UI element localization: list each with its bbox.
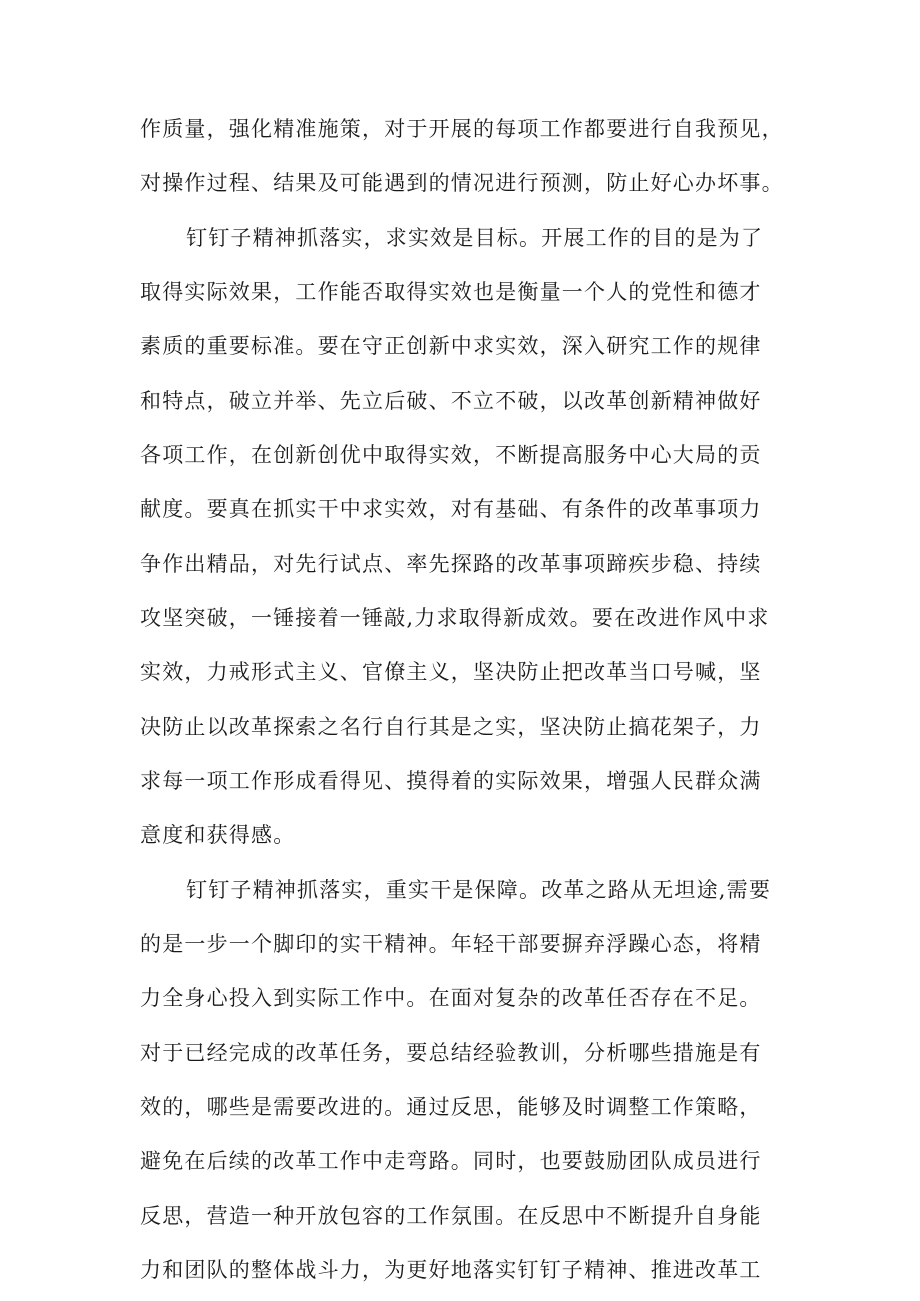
text-line: 对操作过程、结果及可能遇到的情况进行预测，防止好心办坏事。 [140, 171, 784, 195]
text-line: 力全身心投入到实际工作中。在面对复杂的改革任否存在不足。 [140, 986, 762, 1010]
text-line: 实效，力戒形式主义、官僚主义，坚决防止把改革当口号喊，坚 [140, 660, 762, 684]
text-line: 意度和获得感。 [140, 823, 296, 847]
text-line: 对于已经完成的改革任务，要总结经验教训，分析哪些措施是有 [140, 1041, 762, 1065]
text-line: 献度。要真在抓实干中求实效，对有基础、有条件的改革事项力 [140, 497, 762, 521]
text-line: 各项工作，在创新创优中取得实效，不断提高服务中心大局的贡 [140, 443, 762, 467]
text-line: 攻坚突破，一锤接着一锤敲,力求取得新成效。要在改进作风中求 [140, 606, 770, 630]
text-line: 的是一步一个脚印的实干精神。年轻干部要摒弃浮躁心态，将精 [140, 932, 762, 956]
text-line: 效的，哪些是需要改进的。通过反思，能够及时调整工作策略， [140, 1095, 762, 1119]
text-line: 取得实际效果，工作能否取得实效也是衡量一个人的党性和德才 [140, 280, 762, 304]
paragraph-first-line: 钉钉子精神抓落实，求实效是目标。开展工作的目的是为了 [186, 226, 764, 250]
text-line: 力和团队的整体战斗力，为更好地落实钉钉子精神、推进改革工 [140, 1258, 762, 1282]
paragraph-first-line: 钉钉子精神抓落实，重实干是保障。改革之路从无坦途,需要 [186, 878, 772, 902]
text-line: 争作出精品，对先行试点、率先探路的改革事项蹄疾步稳、持续 [140, 552, 762, 576]
text-line: 素质的重要标准。要在守正创新中求实效，深入研究工作的规律 [140, 334, 762, 358]
text-line: 决防止以改革探索之名行自行其是之实，坚决防止搞花架子，力 [140, 715, 762, 739]
text-line: 避免在后续的改革工作中走弯路。同时，也要鼓励团队成员进行 [140, 1149, 762, 1173]
text-line: 作质量，强化精准施策，对于开展的每项工作都要进行自我预见， [140, 117, 784, 141]
text-line: 和特点，破立并举、先立后破、不立不破，以改革创新精神做好 [140, 389, 762, 413]
text-line: 求每一项工作形成看得见、摸得着的实际效果，增强人民群众满 [140, 769, 762, 793]
text-line: 反思，营造一种开放包容的工作氛围。在反思中不断提升自身能 [140, 1204, 762, 1228]
